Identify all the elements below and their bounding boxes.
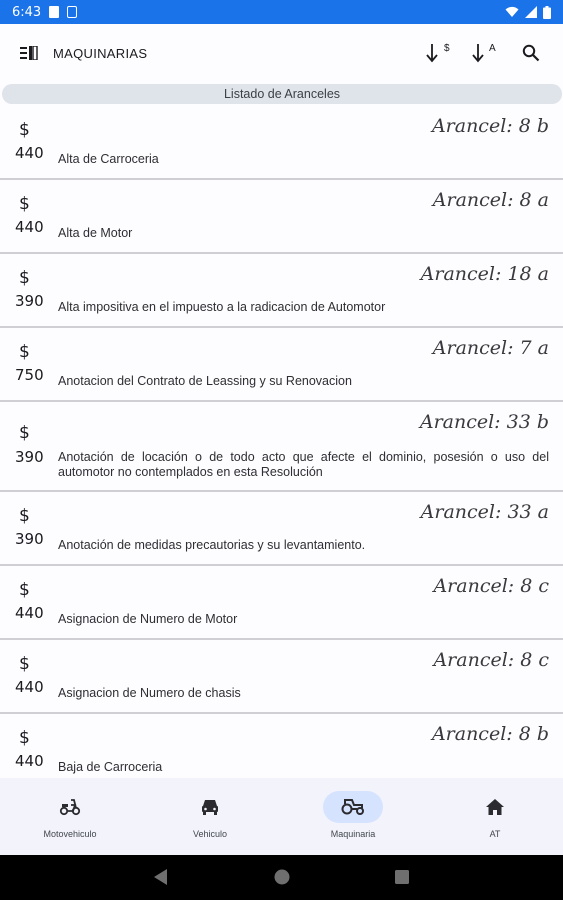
item-description: Baja de Carroceria [58, 760, 163, 774]
moped-icon [59, 798, 81, 816]
home-button-icon[interactable] [274, 869, 290, 885]
item-arancel: Arancel: 8 c [433, 649, 549, 671]
list-item[interactable] [0, 640, 563, 714]
currency-symbol: $ [19, 342, 30, 362]
nav-item-at[interactable] [425, 778, 563, 855]
list-item[interactable] [0, 492, 563, 566]
status-time: 6:43 [12, 4, 42, 20]
sim-card-icon [49, 6, 59, 18]
currency-symbol: $ [19, 728, 30, 748]
item-description: Anotación de medidas precautorias y su levantamiento. [58, 538, 366, 552]
sort-down-alpha-icon [471, 42, 499, 64]
item-arancel: Arancel: 7 a [432, 337, 549, 359]
sort-alpha-label: A [489, 43, 496, 54]
battery-icon [543, 6, 551, 19]
notification-icon [67, 6, 77, 18]
recents-icon[interactable] [395, 869, 409, 885]
list-item[interactable] [0, 180, 563, 254]
menu-button[interactable] [16, 40, 42, 66]
wifi-icon [505, 6, 519, 18]
search-icon [522, 44, 540, 62]
sort-down-price-icon [425, 42, 453, 64]
list-item[interactable] [0, 714, 563, 778]
list-item[interactable] [0, 566, 563, 640]
item-price: 390 [15, 292, 44, 310]
nav-label: AT [489, 829, 501, 839]
item-price: 390 [15, 448, 44, 466]
nav-item-vehiculo[interactable] [140, 778, 280, 855]
nav-label: Motovehiculo [43, 829, 97, 839]
system-navigation-bar [0, 855, 563, 900]
item-description: Anotacion del Contrato de Leassing y su Renovacion [58, 374, 352, 388]
item-description: Alta impositiva en el impuesto a la radicacion de Automotor [58, 300, 386, 314]
item-description: Asignacion de Numero de chasis [58, 686, 241, 700]
sort-alphabetical-button[interactable] [469, 37, 501, 69]
item-arancel: Arancel: 33 a [420, 501, 549, 523]
menu-book-icon [20, 46, 38, 60]
sort-price-label: $ [444, 43, 450, 54]
home-icon [486, 799, 504, 815]
item-arancel: Arancel: 8 c [433, 575, 549, 597]
currency-symbol: $ [19, 423, 30, 443]
item-price: 440 [15, 604, 44, 622]
list-item[interactable] [0, 106, 563, 180]
tractor-icon [341, 798, 365, 816]
item-price: 440 [15, 678, 44, 696]
currency-symbol: $ [19, 194, 30, 214]
list-section-header: Listado de Aranceles [2, 84, 562, 104]
item-arancel: Arancel: 8 a [432, 189, 549, 211]
back-icon[interactable] [154, 869, 168, 885]
list-item[interactable] [0, 328, 563, 402]
nav-item-maquinaria[interactable] [283, 778, 423, 855]
item-arancel: Arancel: 33 b [419, 411, 549, 433]
nav-pill-active [323, 791, 383, 823]
item-description: Alta de Motor [58, 226, 133, 240]
nav-pill [465, 791, 525, 823]
list-item[interactable] [0, 254, 563, 328]
item-arancel: Arancel: 18 a [420, 263, 549, 285]
search-button[interactable] [515, 37, 547, 69]
currency-symbol: $ [19, 506, 30, 526]
item-description: Alta de Carroceria [58, 152, 159, 166]
nav-item-motovehiculo[interactable] [0, 778, 140, 855]
page-title: MAQUINARIAS [53, 45, 148, 61]
nav-pill [180, 791, 240, 823]
currency-symbol: $ [19, 580, 30, 600]
nav-pill [40, 791, 100, 823]
bottom-navigation [0, 778, 563, 855]
item-arancel: Arancel: 8 b [431, 723, 549, 745]
item-price: 390 [15, 530, 44, 548]
currency-symbol: $ [19, 268, 30, 288]
currency-symbol: $ [19, 120, 30, 140]
app-bar [0, 24, 563, 82]
item-arancel: Arancel: 8 b [431, 115, 549, 137]
item-price: 440 [15, 144, 44, 162]
item-price: 440 [15, 752, 44, 770]
nav-label: Vehiculo [192, 829, 228, 839]
arancel-list [0, 106, 563, 778]
sort-by-price-button[interactable] [423, 37, 455, 69]
status-bar [0, 0, 563, 24]
currency-symbol: $ [19, 654, 30, 674]
item-description: Asignacion de Numero de Motor [58, 612, 238, 626]
nav-label: Maquinaria [330, 829, 376, 839]
list-item[interactable] [0, 402, 563, 492]
item-price: 750 [15, 366, 44, 384]
signal-icon [525, 6, 537, 18]
item-price: 440 [15, 218, 44, 236]
car-icon [200, 798, 220, 816]
item-description: Anotación de locación o de todo acto que afecte el dominio, posesión o uso del automotor no contemplados en esta Resolución [58, 450, 549, 479]
